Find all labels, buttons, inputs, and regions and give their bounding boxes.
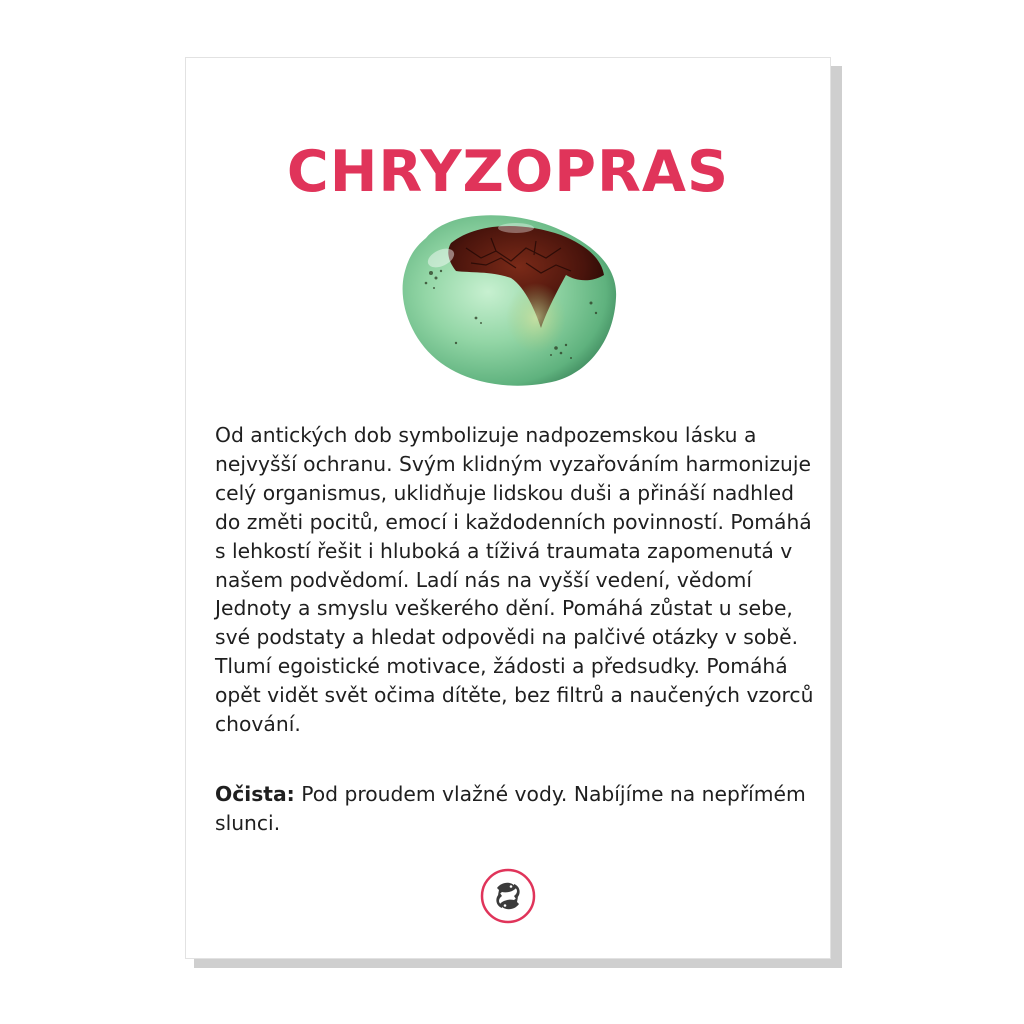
pisces-icon <box>480 868 536 924</box>
stone-description: Od antických dob symbolizuje nadpozemskou lásku a nejvyšší ochranu. Svým klidným vyzařováním harmonizuje celý organismus, uklidňuje lidskou duši a přináší nadhled do změti pocitů, emocí i každodenních povinností. Pomáhá s lehkostí řešit i hluboká a tíživá traumata zapomenutá v našem podvědomí. Ladí nás na vyšší vedení, vědomí Jednoty a smyslu veškerého dění. Pomáhá zůstat u sebe, své podstaty a hledat odpovědi na palčivé otázky v sobě. Tlumí egoistické motivace, žádosti a předsudky. Pomáhá opět vidět svět očima dítěte, bez filtrů a naučených vzorců chování. <box>215 423 814 737</box>
card-title: CHRYZOPRAS <box>286 139 730 205</box>
cleansing-label: Očista: <box>215 782 295 806</box>
cleansing-paragraph <box>215 780 815 838</box>
chrysoprase-stone-image <box>396 203 626 393</box>
cleansing-text: Pod proudem vlažné vody. Nabíjíme na nepřímém slunci. <box>215 782 806 835</box>
stone-card <box>185 57 831 959</box>
